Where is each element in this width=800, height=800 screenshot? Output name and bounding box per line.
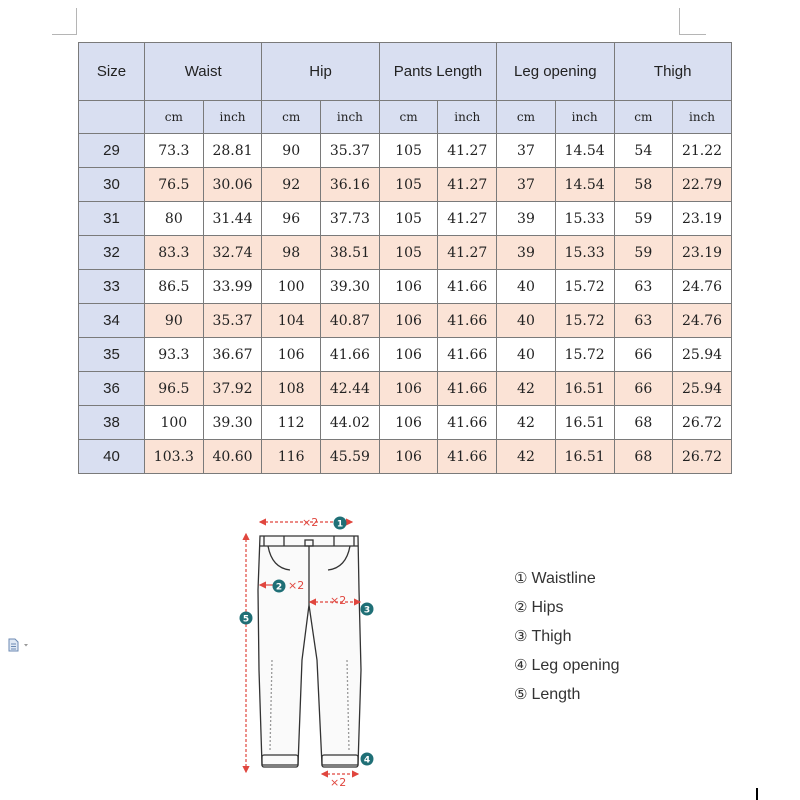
table-cell: 39.30 (203, 406, 262, 440)
table-cell: 90 (145, 304, 204, 338)
unit-cell: cm (145, 101, 204, 134)
table-cell: 59 (614, 236, 673, 270)
table-cell: 14.54 (555, 168, 614, 202)
table-cell: 41.66 (438, 304, 497, 338)
table-cell: 83.3 (145, 236, 204, 270)
table-cell: 37 (497, 168, 556, 202)
table-cell: 33.99 (203, 270, 262, 304)
unit-cell: cm (379, 101, 438, 134)
table-row (79, 236, 732, 270)
table-cell: 96 (262, 202, 321, 236)
table-bottom-cut (78, 478, 734, 480)
table-cell: 66 (614, 372, 673, 406)
table-cell: 15.72 (555, 338, 614, 372)
table-cell: 16.51 (555, 440, 614, 474)
table-cell: 96.5 (145, 372, 204, 406)
table-cell: 105 (379, 168, 438, 202)
table-cell: 15.72 (555, 304, 614, 338)
table-cell: 25.94 (673, 372, 732, 406)
table-cell: 42.44 (321, 372, 380, 406)
unit-cell: inch (321, 101, 380, 134)
table-cell: 106 (379, 304, 438, 338)
header-thigh: Thigh (614, 43, 731, 101)
table-cell: 38.51 (321, 236, 380, 270)
table-cell: 42 (497, 372, 556, 406)
x2-hip-label: ×2 (288, 579, 305, 592)
size-cell: 33 (79, 270, 145, 304)
table-cell: 68 (614, 440, 673, 474)
units-blank (79, 101, 145, 134)
table-cell: 15.33 (555, 202, 614, 236)
table-cell: 30.06 (203, 168, 262, 202)
x2-waist-label: ×2 (302, 516, 319, 529)
table-cell: 106 (262, 338, 321, 372)
table-row (79, 270, 732, 304)
table-row (79, 168, 732, 202)
table-cell: 41.66 (438, 406, 497, 440)
table-cell: 106 (379, 406, 438, 440)
table-cell: 40.60 (203, 440, 262, 474)
table-cell: 106 (379, 372, 438, 406)
table-cell: 25.94 (673, 338, 732, 372)
table-cell: 100 (262, 270, 321, 304)
table-cell: 44.02 (321, 406, 380, 440)
table-cell: 100 (145, 406, 204, 440)
table-cell: 108 (262, 372, 321, 406)
table-cell: 105 (379, 134, 438, 168)
table-cell: 73.3 (145, 134, 204, 168)
table-cell: 41.66 (438, 338, 497, 372)
size-cell: 35 (79, 338, 145, 372)
size-cell: 31 (79, 202, 145, 236)
table-cell: 42 (497, 406, 556, 440)
table-cell: 39 (497, 236, 556, 270)
page-corner-mark-top-right (679, 8, 706, 35)
table-cell: 39.30 (321, 270, 380, 304)
table-cell: 23.19 (673, 236, 732, 270)
table-cell: 26.72 (673, 406, 732, 440)
size-cell: 32 (79, 236, 145, 270)
legend-item-leg-opening: ④ Leg opening (514, 656, 620, 674)
table-cell: 54 (614, 134, 673, 168)
table-cell: 104 (262, 304, 321, 338)
table-cell: 26.72 (673, 440, 732, 474)
pants-outline (258, 536, 361, 767)
table-cell: 68 (614, 406, 673, 440)
table-cell: 58 (614, 168, 673, 202)
legend-item-thigh: ③ Thigh (514, 627, 572, 645)
table-cell: 45.59 (321, 440, 380, 474)
size-cell: 34 (79, 304, 145, 338)
legend-item-waistline: ① Waistline (514, 569, 596, 587)
table-cell: 31.44 (203, 202, 262, 236)
table-cell: 106 (379, 440, 438, 474)
table-row (79, 372, 732, 406)
header-hip: Hip (262, 43, 379, 101)
table-row (79, 406, 732, 440)
header-leg-opening: Leg opening (497, 43, 614, 101)
unit-cell: cm (497, 101, 556, 134)
table-cell: 23.19 (673, 202, 732, 236)
size-cell: 36 (79, 372, 145, 406)
table-cell: 63 (614, 270, 673, 304)
table-cell: 41.66 (438, 440, 497, 474)
marker-3-label: 3 (363, 605, 371, 616)
marker-5-label: 5 (242, 614, 250, 625)
x2-leg-label: ×2 (330, 776, 347, 789)
text-cursor (756, 788, 758, 800)
table-cell: 40 (497, 338, 556, 372)
marker-1-label: 1 (336, 519, 344, 530)
table-cell: 80 (145, 202, 204, 236)
table-row (79, 304, 732, 338)
measurement-legend (514, 566, 620, 711)
table-cell: 28.81 (203, 134, 262, 168)
table-cell: 22.79 (673, 168, 732, 202)
table-cell: 86.5 (145, 270, 204, 304)
table-cell: 41.27 (438, 134, 497, 168)
table-cell: 40.87 (321, 304, 380, 338)
header-waist: Waist (145, 43, 262, 101)
table-cell: 37.73 (321, 202, 380, 236)
table-row (79, 134, 732, 168)
table-cell: 93.3 (145, 338, 204, 372)
table-cell: 14.54 (555, 134, 614, 168)
legend-item-length: ⑤ Length (514, 685, 581, 703)
table-cell: 42 (497, 440, 556, 474)
table-cell: 41.66 (438, 270, 497, 304)
table-cell: 98 (262, 236, 321, 270)
table-cell: 32.74 (203, 236, 262, 270)
table-cell: 35.37 (203, 304, 262, 338)
unit-cell: inch (438, 101, 497, 134)
table-cell: 41.27 (438, 202, 497, 236)
size-cell: 40 (79, 440, 145, 474)
table-cell: 41.66 (438, 372, 497, 406)
table-cell: 24.76 (673, 304, 732, 338)
table-cell: 105 (379, 236, 438, 270)
unit-cell: inch (555, 101, 614, 134)
table-cell: 41.27 (438, 168, 497, 202)
table-cell: 37.92 (203, 372, 262, 406)
header-pants-length: Pants Length (379, 43, 496, 101)
table-row (79, 440, 732, 474)
pants-measurement-diagram (232, 510, 382, 795)
table-cell: 24.76 (673, 270, 732, 304)
table-cell: 15.72 (555, 270, 614, 304)
table-cell: 106 (379, 270, 438, 304)
table-header-row (79, 43, 732, 101)
unit-cell: inch (203, 101, 262, 134)
chevron-down-icon (24, 644, 28, 647)
table-cell: 41.66 (321, 338, 380, 372)
table-cell: 40 (497, 304, 556, 338)
table-cell: 90 (262, 134, 321, 168)
table-cell: 16.51 (555, 406, 614, 440)
size-cell: 38 (79, 406, 145, 440)
header-size: Size (79, 43, 145, 101)
size-chart-table (78, 42, 732, 474)
table-cell: 21.22 (673, 134, 732, 168)
table-cell: 106 (379, 338, 438, 372)
table-body (79, 134, 732, 474)
table-cell: 116 (262, 440, 321, 474)
page-corner-mark-top-left (52, 8, 77, 35)
document-icon[interactable] (8, 638, 32, 652)
table-row (79, 202, 732, 236)
table-units-row (79, 101, 732, 134)
table-cell: 92 (262, 168, 321, 202)
unit-cell: cm (614, 101, 673, 134)
table-cell: 16.51 (555, 372, 614, 406)
table-row (79, 338, 732, 372)
size-cell: 30 (79, 168, 145, 202)
table-cell: 36.67 (203, 338, 262, 372)
table-cell: 36.16 (321, 168, 380, 202)
table-cell: 59 (614, 202, 673, 236)
x2-thigh-label: ×2 (330, 594, 347, 607)
table-cell: 76.5 (145, 168, 204, 202)
table-cell: 35.37 (321, 134, 380, 168)
table-cell: 66 (614, 338, 673, 372)
table-cell: 103.3 (145, 440, 204, 474)
table-cell: 39 (497, 202, 556, 236)
size-cell: 29 (79, 134, 145, 168)
table-cell: 37 (497, 134, 556, 168)
unit-cell: cm (262, 101, 321, 134)
table-cell: 41.27 (438, 236, 497, 270)
unit-cell: inch (673, 101, 732, 134)
table-cell: 105 (379, 202, 438, 236)
table-cell: 112 (262, 406, 321, 440)
marker-2-label: 2 (275, 582, 283, 593)
table-cell: 40 (497, 270, 556, 304)
table-cell: 63 (614, 304, 673, 338)
legend-item-hips: ② Hips (514, 598, 564, 616)
marker-4-label: 4 (363, 755, 371, 766)
table-cell: 15.33 (555, 236, 614, 270)
